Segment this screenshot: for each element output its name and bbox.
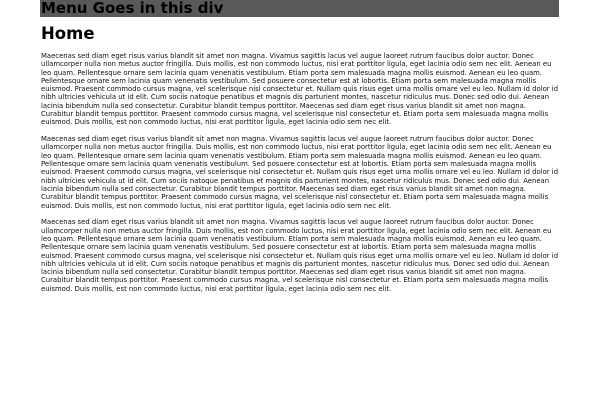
page-title: Home [41,24,95,43]
body-paragraph-2: Maecenas sed diam eget risus varius blandit sit amet non magna. Vivamus sagittis lacus vel augue laoreet rutrum faucibus dolor auctor. Donec ullamcorper nulla non metus auctor fringilla. Duis mollis, est non commodo luctus, nisi erat porttitor ligula, eget lacinia odio sem nec elit. Aenean eu leo quam. Pellentesque ornare sem lacinia quam venenatis vestibulum. Etiam porta sem malesuada magna mollis euismod. Aenean eu leo quam. Pellentesque ornare sem lacinia quam venenatis vestibulum. Sed posuere consectetur est at lobortis. Etiam porta sem malesuada magna mollis euismod. Praesent commodo cursus magna, vel scelerisque nisl consectetur et. Nullam quis risus eget urna mollis ornare vel eu leo. Nullam id dolor id nibh ultricies vehicula ut id elit. Cum sociis natoque penatibus et magnis dis parturient montes, nascetur ridiculus mus. Donec sed odio dui. Aenean lacinia bibendum nulla sed consectetur. Curabitur blandit tempus porttitor. Maecenas sed diam eget risus varius blandit sit amet non magna. Curabitur blandit tempus porttitor. Praesent commodo cursus magna, vel scelerisque nisl consectetur et. Etiam porta sem malesuada magna mollis euismod. Duis mollis, est non commodo luctus, nisi erat porttitor ligula, eget lacinia odio sem nec elit. [41,135,559,210]
body-paragraph-3: Maecenas sed diam eget risus varius blandit sit amet non magna. Vivamus sagittis lacus vel augue laoreet rutrum faucibus dolor auctor. Donec ullamcorper nulla non metus auctor fringilla. Duis mollis, est non commodo luctus, nisi erat porttitor ligula, eget lacinia odio sem nec elit. Aenean eu leo quam. Pellentesque ornare sem lacinia quam venenatis vestibulum. Etiam porta sem malesuada magna mollis euismod. Aenean eu leo quam. Pellentesque ornare sem lacinia quam venenatis vestibulum. Sed posuere consectetur est at lobortis. Etiam porta sem malesuada magna mollis euismod. Praesent commodo cursus magna, vel scelerisque nisl consectetur et. Nullam quis risus eget urna mollis ornare vel eu leo. Nullam id dolor id nibh ultricies vehicula ut id elit. Cum sociis natoque penatibus et magnis dis parturient montes, nascetur ridiculus mus. Donec sed odio dui. Aenean lacinia bibendum nulla sed consectetur. Curabitur blandit tempus porttitor. Maecenas sed diam eget risus varius blandit sit amet non magna. Curabitur blandit tempus porttitor. Praesent commodo cursus magna, vel scelerisque nisl consectetur et. Etiam porta sem malesuada magna mollis euismod. Duis mollis, est non commodo luctus, nisi erat porttitor ligula, eget lacinia odio sem nec elit. [41,218,559,293]
menu-placeholder-text: Menu Goes in this div [41,0,224,17]
main-content [41,24,559,293]
menu-bar [40,0,559,17]
body-paragraph-1: Maecenas sed diam eget risus varius blandit sit amet non magna. Vivamus sagittis lacus vel augue laoreet rutrum faucibus dolor auctor. Donec ullamcorper nulla non metus auctor fringilla. Duis mollis, est non commodo luctus, nisi erat porttitor ligula, eget lacinia odio sem nec elit. Aenean eu leo quam. Pellentesque ornare sem lacinia quam venenatis vestibulum. Etiam porta sem malesuada magna mollis euismod. Aenean eu leo quam. Pellentesque ornare sem lacinia quam venenatis vestibulum. Sed posuere consectetur est at lobortis. Etiam porta sem malesuada magna mollis euismod. Praesent commodo cursus magna, vel scelerisque nisl consectetur et. Nullam quis risus eget urna mollis ornare vel eu leo. Nullam id dolor id nibh ultricies vehicula ut id elit. Cum sociis natoque penatibus et magnis dis parturient montes, nascetur ridiculus mus. Donec sed odio dui. Aenean lacinia bibendum nulla sed consectetur. Curabitur blandit tempus porttitor. Maecenas sed diam eget risus varius blandit sit amet non magna. Curabitur blandit tempus porttitor. Praesent commodo cursus magna, vel scelerisque nisl consectetur et. Etiam porta sem malesuada magna mollis euismod. Duis mollis, est non commodo luctus, nisi erat porttitor ligula, eget lacinia odio sem nec elit. [41,52,559,127]
